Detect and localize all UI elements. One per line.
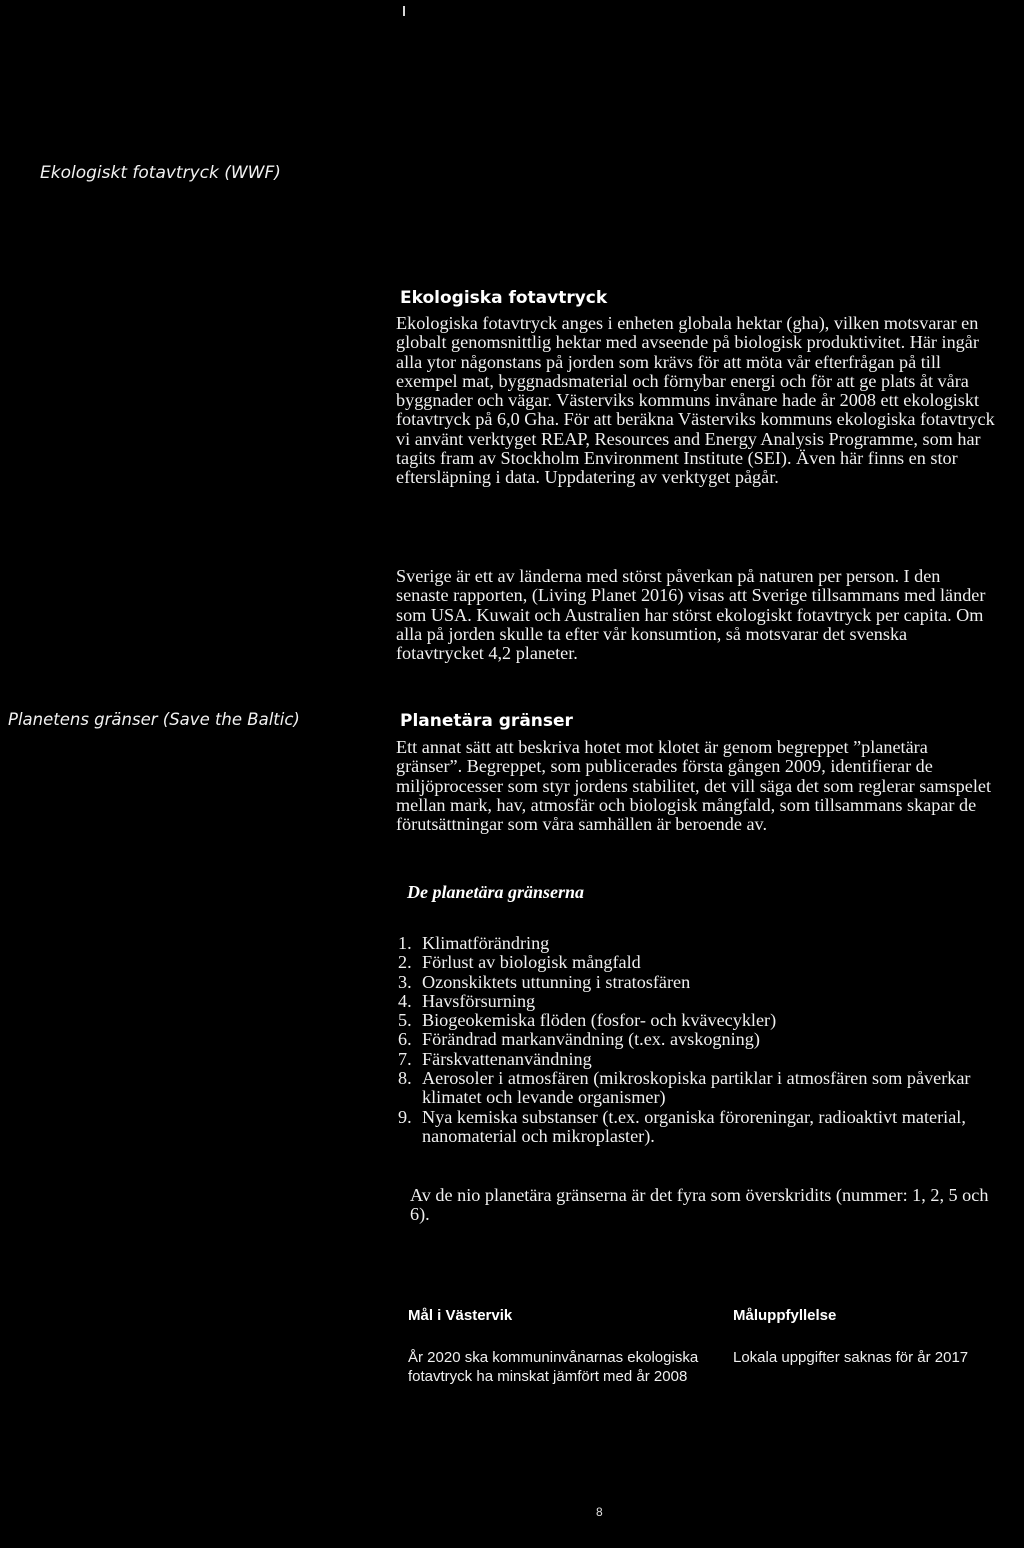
planetary-boundaries-list xyxy=(398,934,978,1146)
list-item-number: 4. xyxy=(398,990,412,1011)
boundary-list-item xyxy=(398,1030,978,1049)
fulfilment-column-header: Måluppfyllelse xyxy=(733,1307,837,1324)
boundary-list-item xyxy=(398,1011,978,1030)
section-heading-footprint: Ekologiska fotavtryck xyxy=(400,288,608,308)
list-item-text: Nya kemiska substanser (t.ex. organiska föroreningar, radioaktivt material, nanomaterial och mikroplaster). xyxy=(422,1106,966,1146)
footprint-paragraph-2: Sverige är ett av länderna med störst påverkan på naturen per person. I den senaste rapporten, (Living Planet 2016) visas att Sverige tillsammans med länder som USA. Kuwait och Australien har störst ekologiskt fotavtryck per capita. Om alla på jorden skulle ta efter vår konsumtion, så motsvarar det svenska fotavtrycket 4,2 planeter. xyxy=(396,566,986,664)
boundary-list-item xyxy=(398,1108,978,1147)
sidebar-label-ecological-footprint: Ekologiskt fotavtryck (WWF) xyxy=(40,163,281,183)
list-item-number: 1. xyxy=(398,933,412,953)
list-item-text: Förlust av biologisk mångfald xyxy=(422,952,641,973)
boundaries-paragraph-1: Ett annat sätt att beskriva hotet mot klotet är genom begreppet ”planetära gränser”. Begreppet, som publicerades första gången 2009, identifierar de miljöprocesser som styr jordens stabilitet, det vill säga det som reglerar samspelet mellan mark, hav, atmosfär och biologisk mångfald, som tillsammans skapar de förutsättningar som våra samhällen är beroende av. xyxy=(396,737,991,835)
boundary-list-item xyxy=(398,953,978,972)
sidebar-label-planetary-boundaries: Planetens gränser (Save the Baltic) xyxy=(8,710,300,729)
list-item-text: Biogeokemiska flöden (fosfor- och kvävecykler) xyxy=(422,1010,777,1031)
list-item-number: 3. xyxy=(398,971,412,992)
boundaries-subheading: De planetära gränserna xyxy=(407,882,585,902)
list-item-number: 5. xyxy=(398,1010,412,1031)
list-item-text: Förändrad markanvändning (t.ex. avskogning) xyxy=(422,1029,760,1050)
list-item-number: 8. xyxy=(398,1068,412,1089)
page-number: 8 xyxy=(596,1505,603,1519)
boundaries-paragraph-2: Av de nio planetära gränserna är det fyra som överskridits (nummer: 1, 2, 5 och 6). xyxy=(410,1185,989,1225)
list-item-text: Färskvattenanvändning xyxy=(422,1048,592,1069)
fulfilment-cell: Lokala uppgifter saknas för år 2017 xyxy=(733,1349,969,1366)
boundary-list-item xyxy=(398,934,978,953)
boundary-list-item xyxy=(398,1050,978,1069)
list-item-text: Aerosoler i atmosfären (mikroskopiska partiklar i atmosfären som påverkar klimatet och levande organismer) xyxy=(422,1068,971,1108)
boundary-list-item xyxy=(398,1069,978,1108)
goal-column-header: Mål i Västervik xyxy=(408,1307,513,1324)
goal-cell: År 2020 ska kommuninvånarnas ekologiska fotavtryck ha minskat jämfört med år 2008 xyxy=(408,1349,699,1385)
list-item-number: 2. xyxy=(398,952,412,973)
boundary-list-item xyxy=(398,992,978,1011)
boundary-list-item xyxy=(398,973,978,992)
list-item-text: Klimatförändring xyxy=(422,933,550,953)
list-item-number: 9. xyxy=(398,1106,412,1127)
section-heading-boundaries: Planetära gränser xyxy=(400,711,573,731)
footprint-paragraph-1: Ekologiska fotavtryck anges i enheten globala hektar (gha), vilken motsvarar en globalt genomsnittlig hektar med avseende på biologisk produktivitet. Här ingår alla ytor någonstans på jorden som krävs för att möta vår efterfrågan på till exempel mat, byggnadsmaterial och förnybar energi och för att ge plats åt våra byggnader och vägar. Västerviks kommuns invånare hade år 2008 ett ekologiskt fotavtryck på 6,0 Gha. För att beräkna Västerviks kommuns ekologiska fotavtryck vi använt verktyget REAP, Resources and Energy Analysis Programme, som har tagits fram av Stockholm Environment Institute (SEI). Även här finns en stor eftersläpning i data. Uppdatering av verktyget pågår. xyxy=(396,313,995,488)
list-item-number: 6. xyxy=(398,1029,412,1050)
list-item-number: 7. xyxy=(398,1048,412,1069)
list-item-text: Ozonskiktets uttunning i stratosfären xyxy=(422,971,691,992)
scan-mark xyxy=(403,6,405,16)
list-item-text: Havsförsurning xyxy=(422,990,536,1011)
